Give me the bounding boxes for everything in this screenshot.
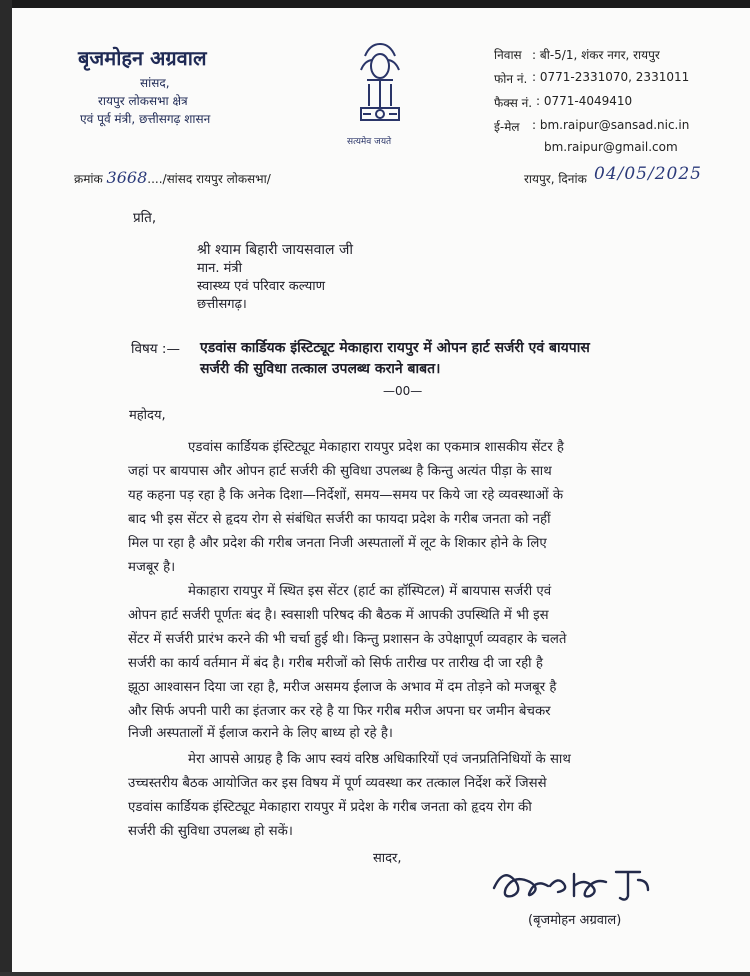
email-value-1: : bm.raipur@sansad.nic.in bbox=[532, 118, 690, 132]
salutation: महोदय, bbox=[129, 408, 166, 423]
para2-line: मेकाहारा रायपुर में स्थित इस सेंटर (हार्ट का हॉस्पिटल) में बायपास सर्जरी एवं bbox=[188, 584, 552, 599]
para2-line: झूठा आश्वासन दिया जा रहा है, मरीज असमय ईलाज के अभाव में दम तोड़ने को मजबूर है bbox=[128, 680, 557, 695]
para1-line: मजबूर है। bbox=[128, 560, 176, 575]
para2-line: निजी अस्पतालों में ईलाज कराने के लिए बाध्य हो रहे है। bbox=[128, 726, 393, 741]
residence-value: : बी-5/1, शंकर नगर, रायपुर bbox=[532, 48, 660, 62]
signatory-name: (बृजमोहन अग्रवाल) bbox=[528, 913, 622, 928]
phone-label: फोन नं. bbox=[494, 72, 528, 86]
prati-label: प्रति, bbox=[133, 210, 157, 226]
reference-number: 3668 bbox=[106, 168, 148, 187]
reference-line bbox=[74, 168, 271, 187]
para1-line: बाद भी इस सेंटर से हृदय रोग से संबंधित सर्जरी का फायदा प्रदेश के गरीब जनता को नहीं bbox=[128, 512, 551, 527]
phone-value: : 0771-2331070, 2331011 bbox=[532, 70, 690, 84]
fax-value: : 0771-4049410 bbox=[536, 94, 633, 108]
para2-line: सेंटर में सर्जरी प्रारंभ करने की भी चर्चा हुई थी। किन्तु प्रशासन के उपेक्षापूर्ण व्यवहार के चलते bbox=[128, 632, 567, 647]
recipient-department: स्वास्थ्य एवं परिवार कल्याण bbox=[197, 279, 326, 294]
subject-line-2: सर्जरी की सुविधा तत्काल उपलब्ध कराने बाबत। bbox=[200, 361, 441, 377]
date-label: रायपुर, दिनांक bbox=[524, 172, 587, 186]
subject-label: विषय :— bbox=[131, 341, 180, 357]
para3-line: सर्जरी की सुविधा उपलब्ध हो सकें। bbox=[128, 824, 293, 839]
emblem-motto: सत्यमेव जयते bbox=[347, 137, 392, 147]
handwritten-signature-icon bbox=[488, 858, 668, 908]
recipient-name: श्री श्याम बिहारी जायसवाल जी bbox=[197, 242, 353, 258]
para3-line: उच्चस्तरीय बैठक आयोजित कर इस विषय में पूर्ण व्यवस्था कर तत्काल निर्देश करें जिससे bbox=[128, 776, 547, 791]
scan-border-bottom bbox=[0, 972, 750, 976]
residence-label: निवास bbox=[494, 48, 522, 62]
fax-label: फैक्स नं. bbox=[494, 96, 533, 110]
scan-border-left bbox=[0, 0, 12, 976]
sender-constituency: रायपुर लोकसभा क्षेत्र bbox=[98, 94, 188, 108]
para1-line: मिल पा रहा है और प्रदेश की गरीब जनता निजी अस्पतालों में लूट के शिकार होने के लिए bbox=[128, 536, 547, 551]
para1-line: एडवांस कार्डियक इंस्टिट्यूट मेकाहारा रायपुर प्रदेश का एकमात्र शासकीय सेंटर है bbox=[188, 440, 564, 455]
reference-prefix: क्रमांक bbox=[74, 172, 103, 186]
subject-divider: —00— bbox=[383, 384, 423, 398]
sender-former-post: एवं पूर्व मंत्री, छत्तीसगढ़ शासन bbox=[80, 112, 211, 126]
para2-line: और सिर्फ अपनी पारी का इंतजार कर रहे है या फिर गरीब मरीज अपना घर जमीन बेचकर bbox=[128, 704, 551, 719]
email-value-2: bm.raipur@gmail.com bbox=[544, 140, 678, 154]
email-label: ई-मेल bbox=[494, 120, 520, 134]
sender-title: सांसद, bbox=[140, 76, 170, 90]
subject-line-1: एडवांस कार्डियक इंस्टिट्यूट मेकाहारा रायपुर में ओपन हार्ट सर्जरी एवं बायपास bbox=[200, 340, 590, 356]
recipient-title: मान. मंत्री bbox=[197, 261, 242, 276]
para1-line: यह कहना पड़ रहा है कि अनेक दिशा—निर्देशों, समय—समय पर किये जा रहे व्यवस्थाओं के bbox=[128, 488, 564, 503]
para2-line: सर्जरी का कार्य वर्तमान में बंद है। गरीब मरीजों को सिर्फ तारीख पर तारीख दी जा रही है bbox=[128, 656, 543, 671]
national-emblem-icon bbox=[345, 36, 415, 146]
para1-line: जहां पर बायपास और ओपन हार्ट सर्जरी की सुविधा उपलब्ध है किन्तु अत्यंत पीड़ा के साथ bbox=[128, 464, 552, 479]
scan-border-top bbox=[0, 0, 750, 8]
para3-line: मेरा आपसे आग्रह है कि आप स्वयं वरिष्ठ अधिकारियों एवं जनप्रतिनिधियों के साथ bbox=[188, 752, 571, 767]
recipient-state: छत्तीसगढ़। bbox=[197, 297, 247, 312]
closing-sadar: सादर, bbox=[373, 851, 402, 866]
sender-name: बृजमोहन अग्रवाल bbox=[78, 46, 207, 70]
para2-line: ओपन हार्ट सर्जरी पूर्णतः बंद है। स्वसाशी परिषद की बैठक में आपकी उपस्थिति में भी इस bbox=[128, 608, 549, 623]
reference-suffix: ..../सांसद रायपुर लोकसभा/ bbox=[147, 172, 271, 186]
date-value: 04/05/2025 bbox=[594, 164, 702, 184]
para3-line: एडवांस कार्डियक इंस्टिट्यूट मेकाहारा रायपुर में प्रदेश के गरीब जनता को हृदय रोग की bbox=[128, 800, 532, 815]
